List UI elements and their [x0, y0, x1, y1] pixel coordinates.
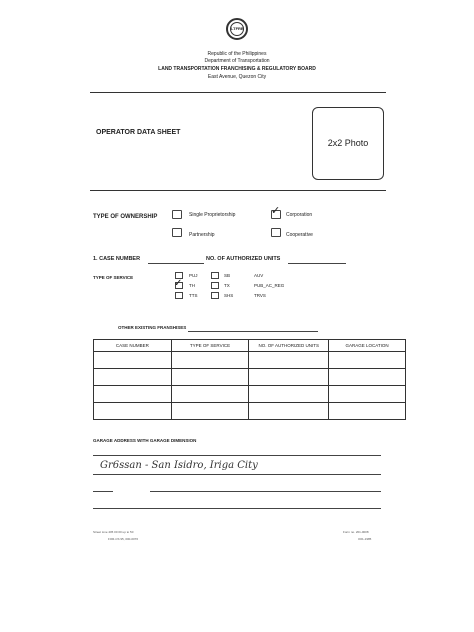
authorized-units-label: NO. OF AUTHORIZED UNITS [206, 256, 281, 262]
service-trvs: TRVS [254, 293, 266, 298]
photo-label: 2x2 Photo [327, 138, 369, 148]
garage-handwritten-address: Gr6ssan - San Isidro, Iriga City [100, 460, 258, 471]
franchises-table [93, 339, 406, 420]
garage-line-2[interactable] [93, 474, 381, 475]
footer-left-1: Street Line 405 00 00 up to 50 [93, 530, 134, 534]
header-address: East Avenue, Quezon City [207, 74, 267, 80]
case-number-label: 1. CASE NUMBER [93, 256, 141, 262]
table-cell[interactable] [171, 369, 249, 386]
section-divider [90, 190, 386, 191]
other-franchises-field[interactable] [188, 331, 318, 332]
service-shs: SHS [224, 293, 234, 298]
table-cell[interactable] [94, 403, 172, 420]
service-tts: TTS [189, 293, 198, 298]
logo-text: LTFRB [230, 22, 244, 36]
option-partnership: Partnership [189, 232, 215, 238]
service-sb: SB [224, 273, 231, 278]
table-cell[interactable] [171, 386, 249, 403]
table-row [94, 369, 406, 386]
table-cell[interactable] [171, 352, 249, 369]
option-corporation: Corporation [286, 212, 313, 218]
garage-line-4[interactable] [93, 508, 381, 509]
check-mark-icon: ✓ [271, 205, 281, 217]
checkbox-tx[interactable] [211, 282, 219, 289]
service-th: TH [189, 283, 195, 288]
header-agency: LAND TRANSPORTATION FRANCHISING & REGULATORY BOARD [158, 66, 316, 72]
checkbox-single-proprietorship[interactable] [172, 210, 182, 219]
table-cell[interactable] [329, 352, 406, 369]
column-header: GARAGE LOCATION [329, 340, 406, 352]
column-header: CASE NUMBER [94, 340, 172, 352]
checkbox-shs[interactable] [211, 292, 219, 299]
table-cell[interactable] [329, 403, 406, 420]
table-cell[interactable] [94, 369, 172, 386]
service-auv: AUV [254, 273, 264, 278]
check-mark-icon: ✓ [174, 278, 183, 289]
garage-label: GARAGE ADDRESS WITH GARAGE DIMENSION [93, 438, 197, 443]
header-department: Department of Transportation [204, 58, 270, 64]
service-label: TYPE OF SERVICE [93, 275, 134, 280]
service-pub-ac-reg: PUB_AC_REG [254, 283, 285, 288]
checkbox-cooperative[interactable] [271, 228, 281, 237]
table-cell[interactable] [249, 369, 329, 386]
checkbox-partnership[interactable] [172, 228, 182, 237]
ltfrb-seal-logo [226, 18, 248, 40]
ownership-label: TYPE OF OWNERSHIP [93, 214, 158, 220]
case-number-field[interactable] [148, 263, 204, 264]
header-divider [90, 92, 386, 93]
table-cell[interactable] [329, 369, 406, 386]
header-republic: Republic of the Philippines [207, 51, 267, 57]
other-franchises-label: OTHER EXISTING FRANSHISES [118, 325, 187, 330]
table-cell[interactable] [249, 352, 329, 369]
checkbox-sb[interactable] [211, 272, 219, 279]
table-row [94, 386, 406, 403]
table-cell[interactable] [94, 352, 172, 369]
checkbox-tts[interactable] [175, 292, 183, 299]
table-cell[interactable] [329, 386, 406, 403]
garage-line-3a[interactable] [93, 491, 113, 492]
column-header: TYPE OF SERVICE [171, 340, 249, 352]
table-cell[interactable] [249, 403, 329, 420]
page-title: OPERATOR DATA SHEET [96, 129, 181, 136]
footer-left-2: FOR-CS 95, 000-0076 [108, 537, 139, 541]
service-tx: TX [224, 283, 230, 288]
option-single-proprietorship: Single Proprietorship [189, 212, 236, 218]
footer-right-1: Form no. 201-0008 [343, 530, 369, 534]
table-header-row [94, 340, 406, 352]
footer-right-2: O01-1985 [358, 537, 372, 541]
table-cell[interactable] [171, 403, 249, 420]
table-row [94, 352, 406, 369]
column-header: NO. OF AUTHORIZED UNITS [249, 340, 329, 352]
garage-line-3b[interactable] [150, 491, 381, 492]
table-cell[interactable] [249, 386, 329, 403]
table-row [94, 403, 406, 420]
garage-line-1[interactable] [93, 455, 381, 456]
service-puj: PUJ [189, 273, 198, 278]
table-cell[interactable] [94, 386, 172, 403]
authorized-units-field[interactable] [288, 263, 346, 264]
option-cooperative: Cooperative [286, 232, 313, 238]
